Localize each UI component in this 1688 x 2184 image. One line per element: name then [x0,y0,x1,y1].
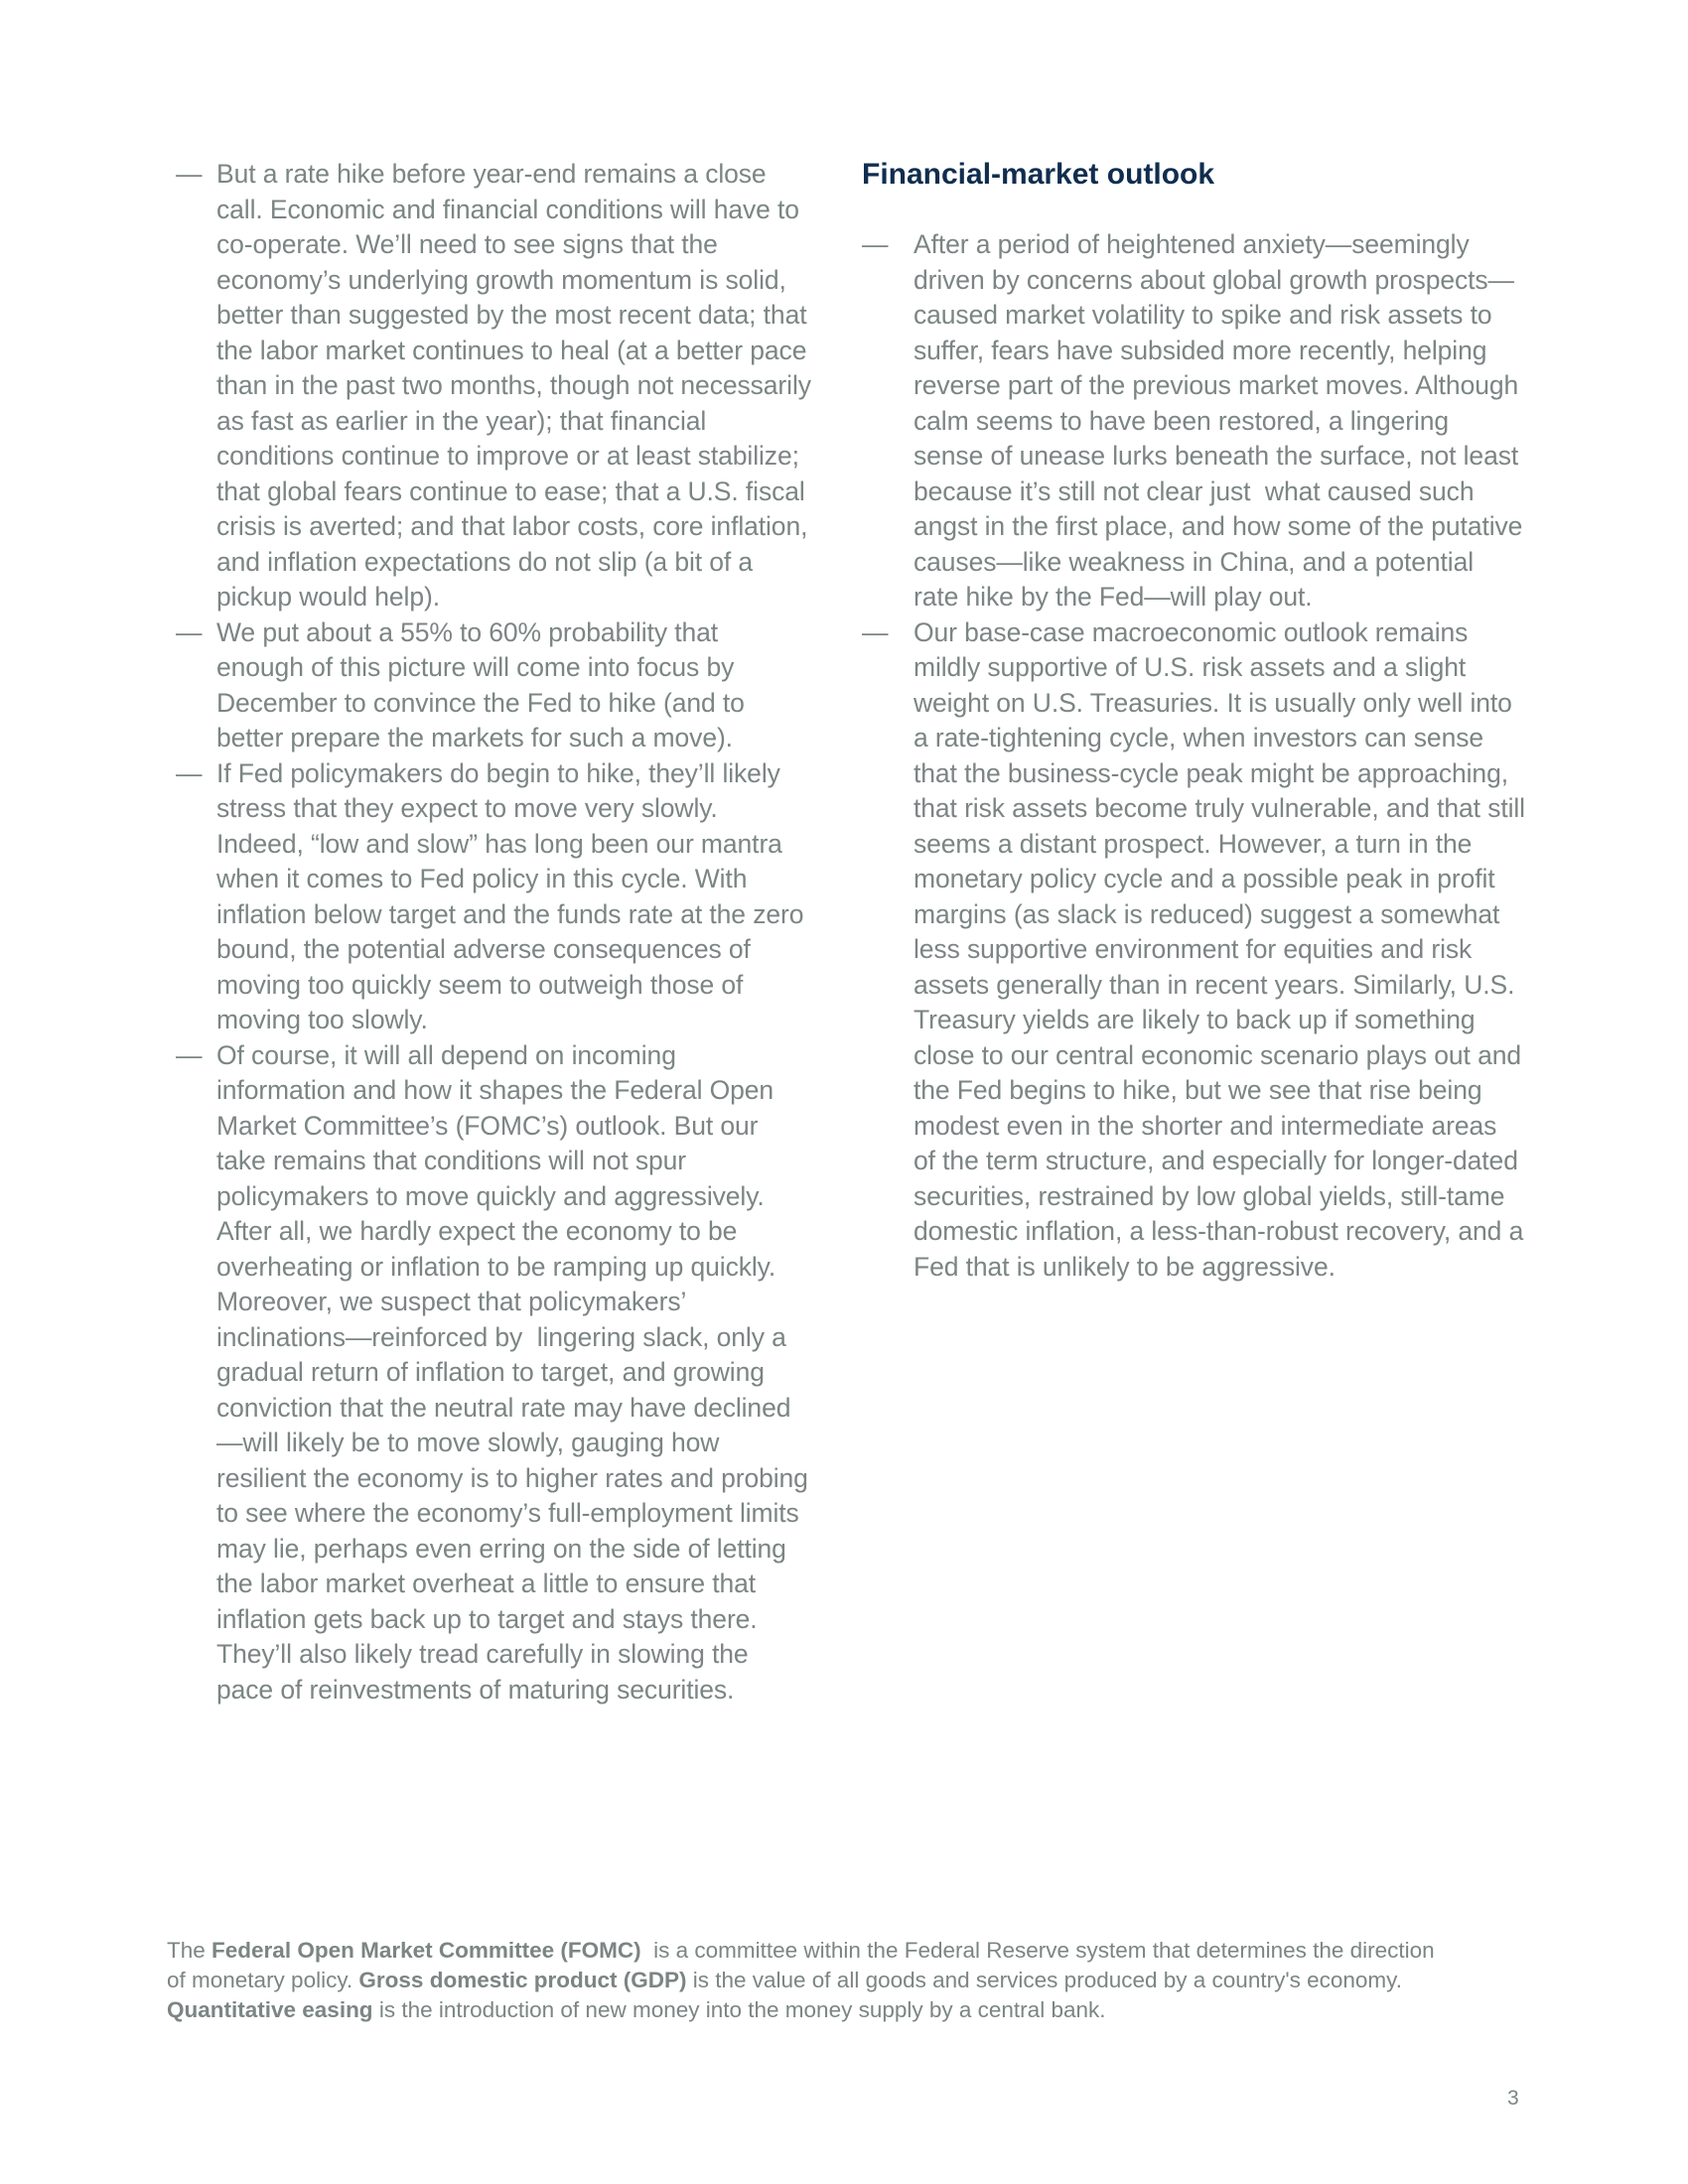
footnote-text: is the value of all goods and services produced by a country's economy. [686,1968,1409,1992]
bullet-text: Our base-case macroeconomic outlook remains mildly supportive of U.S. risk assets and a slight weight on U.S. Treasuries. It is usually only well into a rate-tightening cycle, when investors can sense that the business-cycle peak might be approaching, that risk assets become truly vulnerable, and that still seems a distant prospect. However, a turn in the monetary policy cycle and a possible peak in profit margins (as slack is reduced) suggest a somewhat less supportive environment for equities and risk assets generally than in recent years. Similarly, U.S. Treasury yields are likely to back up if something close to our central economic scenario plays out and the Fed begins to hike, but we see that rise being modest even in the shorter and intermediate areas of the term structure, and especially for longer-dated securities, restrained by low global yields, still-tame domestic inflation, a less-than-robust recovery, and a Fed that is unlikely to be aggressive. [914,616,1533,1282]
page-number: 3 [1507,2087,1519,2110]
list-item [176,756,811,1038]
left-bullet-list [176,157,819,1707]
list-item [862,227,1530,615]
footnote-term-gdp: Gross domestic product (GDP) [358,1968,687,1992]
list-item [176,1038,816,1708]
content-columns [176,157,1533,1707]
dash-bullet-marker: — [176,159,203,189]
footnote-text: is a committee within the Federal Reserve system that determines the direction of monetary policy. [167,1938,1441,1992]
footnote-text: is the introduction of new money into the money supply by a central bank. [372,1997,1106,2022]
section-heading: Financial-market outlook [862,158,1215,191]
list-item [176,157,819,615]
bullet-text: Of course, it will all depend on incoming information and how it shapes the Federal Open Market Committee’s (FOMC’s) outlook. But our take remains that conditions will not spur policymakers to move quickly and aggressively. After all, we hardly expect the economy to be overheating or inflation to be ramping up quickly. Moreover, we suspect that policymakers’ inclinations—reinforced by lingering slack, only a gradual return of inflation to target, and growing conviction that the neutral rate may have declined—will likely be to move slowly, gauging how resilient the economy is to higher rates and probing to see where the economy’s full-employment limits may lie, perhaps even erring on the side of letting the labor market overheat a little to ensure that inflation gets back up to target and stays there. They’ll also likely tread carefully in slowing the pace of reinvestments of maturing securities. [216,1039,816,1705]
dash-bullet-marker: — [176,1039,203,1070]
footnote [167,1936,1453,2025]
list-item [862,615,1533,1286]
dash-bullet-marker: — [862,616,889,647]
right-bullet-list [862,227,1533,1285]
bullet-text: If Fed policymakers do begin to hike, they’ll likely stress that they expect to move very slowly. Indeed, “low and slow” has long been our mantra when it comes to Fed policy in this cycle. With inflation below target and the funds rate at the zero bound, the potential adverse consequences of moving too quickly seem to outweigh those of moving too slowly. [216,757,811,1034]
bullet-text: After a period of heightened anxiety—seemingly driven by concerns about global growth prospects—caused market volatility to spike and risk assets to suffer, fears have subsided more recently, helping reverse part of the previous market moves. Although calm seems to have been restored, a lingering sense of unease lurks beneath the surface, not least because it’s still not clear just what caused such angst in the first place, and how some of the putative causes—like weakness in China, and a potential rate hike by the Fed—will play out. [914,229,1530,612]
right-column [862,157,1533,1707]
dash-bullet-marker: — [176,616,203,647]
bullet-text: We put about a 55% to 60% probability that enough of this picture will come into focus by December to convince the Fed to hike (and to better prepare the markets for such a move). [216,616,753,752]
footnote-term-fomc: Federal Open Market Committee (FOMC) [211,1938,641,1963]
dash-bullet-marker: — [176,757,203,788]
dash-bullet-marker: — [862,229,889,259]
footnote-text: The [167,1938,212,1963]
left-column [176,157,819,1707]
footnote-term-qe: Quantitative easing [167,1997,373,2022]
bullet-text: But a rate hike before year-end remains a close call. Economic and financial conditions will have to co-operate. We’ll need to see signs that the economy’s underlying growth momentum is solid, better than suggested by the most recent data; that the labor market continues to heal (at a better pace than in the past two months, though not necessarily as fast as earlier in the year); that financial conditions continue to improve or at least stabilize; that global fears continue to ease; that a U.S. fiscal crisis is averted; and that labor costs, core inflation, and inflation expectations do not slip (a bit of a pickup would help). [216,159,819,612]
list-item [176,615,811,756]
